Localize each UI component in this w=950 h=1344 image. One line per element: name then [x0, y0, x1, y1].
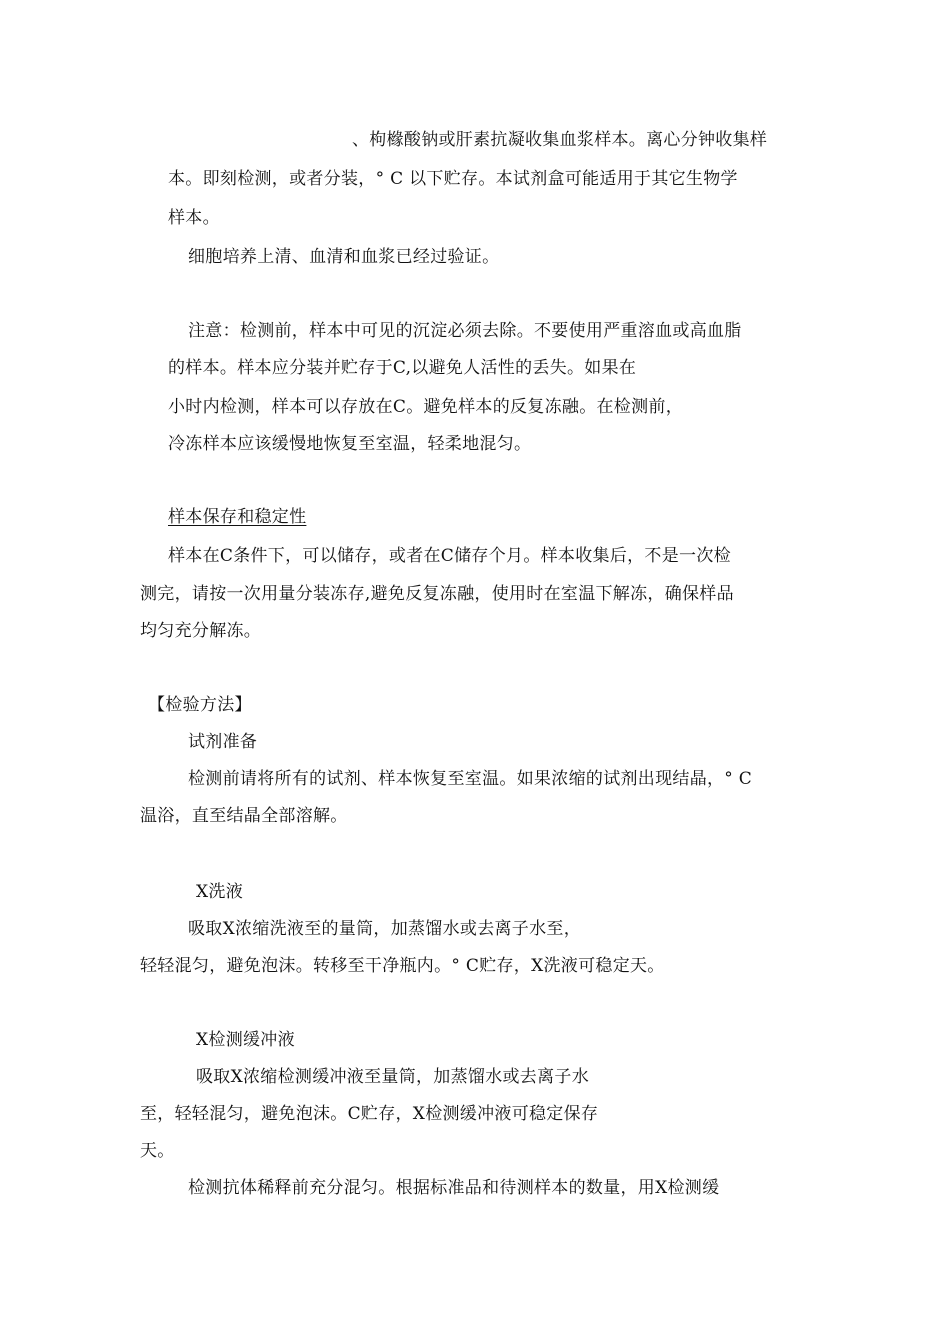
- method-heading: 【检验方法】: [148, 695, 252, 715]
- buffer-line3: 天。: [140, 1141, 175, 1161]
- method-line1: 检测前请将所有的试剂、样本恢复至室温。如果浓缩的试剂出现结晶，° C: [188, 769, 753, 789]
- para2: 细胞培养上清、血清和血浆已经过验证。: [188, 247, 500, 267]
- wash-line1: 吸取X浓缩洗液至的量筒，加蒸馏水或去离子水至，: [188, 919, 582, 939]
- wash-line2: 轻轻混匀，避免泡沫。转移至干净瓶内。° C贮存，X洗液可稳定天。: [140, 956, 665, 976]
- method-sub-heading: 试剂准备: [188, 732, 258, 752]
- method-line2: 温浴，直至结晶全部溶解。: [140, 806, 348, 826]
- storage-line1: 样本在C条件下，可以储存，或者在C储存个月。样本收集后，不是一次检: [168, 546, 731, 566]
- wash-heading: X洗液: [196, 882, 244, 902]
- note-line1: 注意：检测前，样本中可见的沉淀必须去除。不要使用严重溶血或高血脂: [188, 321, 742, 341]
- note-line3: 小时内检测，样本可以存放在C。避免样本的反复冻融。在检测前，: [168, 397, 684, 417]
- storage-heading: 样本保存和稳定性: [168, 507, 307, 527]
- para1-line3: 样本。: [168, 208, 220, 228]
- storage-line2: 测完，请按一次用量分装冻存,避免反复冻融，使用时在室温下解冻，确保样品: [140, 584, 734, 604]
- storage-line3: 均匀充分解冻。: [140, 621, 262, 641]
- buffer-heading: X检测缓冲液: [196, 1030, 295, 1050]
- buffer-line2: 至，轻轻混匀，避免泡沫。C贮存，X检测缓冲液可稳定保存: [140, 1104, 599, 1124]
- buffer-line4: 检测抗体稀释前充分混匀。根据标准品和待测样本的数量，用X检测缓: [188, 1178, 720, 1198]
- note-line2: 的样本。样本应分装并贮存于C,以避免人活性的丢失。如果在: [168, 358, 637, 378]
- para1-line1: 、枸橼酸钠或肝素抗凝收集血浆样本。离心分钟收集样: [352, 130, 768, 150]
- note-line4: 冷冻样本应该缓慢地恢复至室温，轻柔地混匀。: [168, 434, 532, 454]
- buffer-line1: 吸取X浓缩检测缓冲液至量筒，加蒸馏水或去离子水: [196, 1067, 590, 1087]
- para1-line2: 本。即刻检测，或者分装，° C 以下贮存。本试剂盒可能适用于其它生物学: [168, 169, 738, 189]
